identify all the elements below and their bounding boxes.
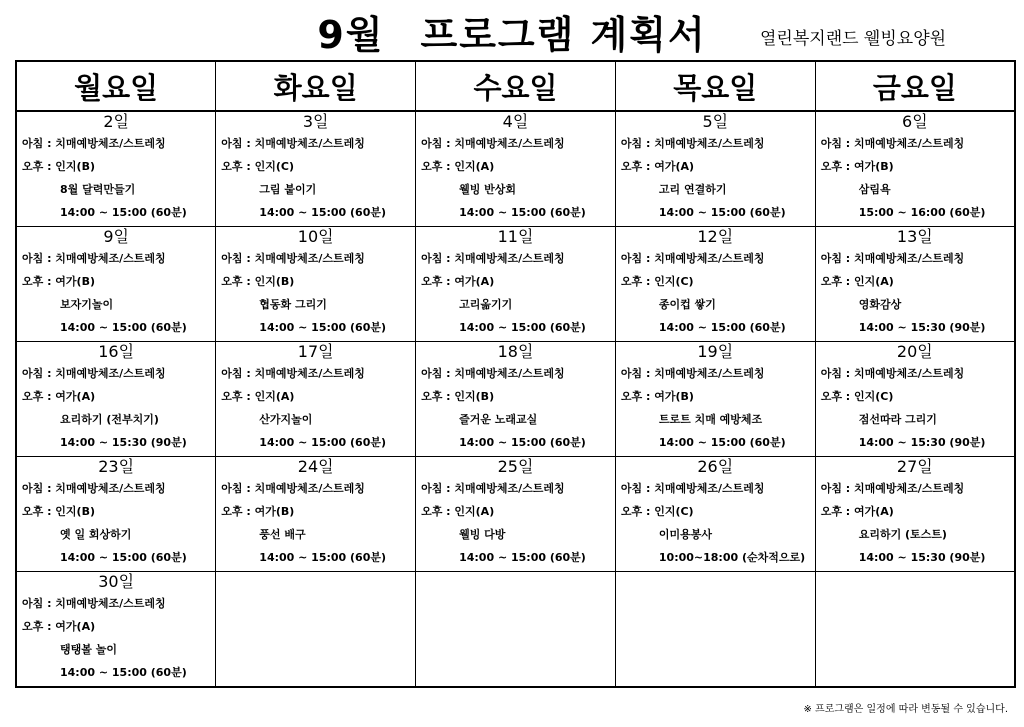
day-date: 4일	[502, 112, 529, 131]
afternoon-program: 오후 : 여가(A)	[421, 275, 495, 288]
weekday-header: 수요일	[416, 61, 616, 111]
activity-time: 14:00 ~ 15:00 (60분)	[658, 436, 786, 449]
day-date: 16일	[98, 342, 135, 361]
day-content	[216, 227, 415, 339]
morning-program: 아침 : 치매예방체조/스트레칭	[221, 482, 365, 495]
afternoon-program: 오후 : 인지(A)	[421, 505, 495, 518]
activity-name: 탱탱볼 놀이	[60, 643, 117, 656]
day-content	[17, 112, 215, 224]
morning-program: 아침 : 치매예방체조/스트레칭	[620, 482, 765, 495]
day-date: 18일	[497, 342, 534, 361]
day-content	[416, 227, 615, 339]
activity-name: 웰빙 다방	[459, 528, 506, 541]
title-text: 프로그램 계획서	[420, 13, 707, 57]
day-content	[616, 342, 815, 454]
morning-program: 아침 : 치매예방체조/스트레칭	[820, 482, 965, 495]
day-cell	[16, 227, 216, 342]
day-content	[17, 342, 215, 454]
morning-program: 아침 : 치매예방체조/스트레칭	[620, 252, 765, 265]
day-cell	[815, 342, 1015, 457]
activity-name: 보자기놀이	[60, 298, 114, 311]
morning-program: 아침 : 치매예방체조/스트레칭	[22, 367, 166, 380]
morning-program: 아침 : 치매예방체조/스트레칭	[421, 367, 565, 380]
morning-program: 아침 : 치매예방체조/스트레칭	[221, 367, 365, 380]
day-cell	[615, 457, 815, 572]
schedule-table	[15, 60, 1016, 688]
activity-name: 요리하기 (토스트)	[858, 528, 947, 541]
morning-program: 아침 : 치매예방체조/스트레칭	[620, 137, 765, 150]
activity-name: 8월 달력만들기	[60, 183, 136, 196]
activity-name: 웰빙 반상회	[459, 183, 517, 196]
day-cell	[216, 342, 416, 457]
day-cell	[815, 457, 1015, 572]
day-cell	[815, 572, 1015, 688]
day-cell	[16, 457, 216, 572]
activity-name: 고리 연결하기	[658, 183, 727, 196]
activity-time: 14:00 ~ 15:00 (60분)	[459, 436, 586, 449]
afternoon-program: 오후 : 인지(C)	[221, 160, 294, 173]
activity-time: 14:00 ~ 15:00 (60분)	[658, 206, 786, 219]
activity-time: 14:00 ~ 15:30 (90분)	[858, 551, 986, 564]
afternoon-program: 오후 : 인지(B)	[421, 390, 495, 403]
afternoon-program: 오후 : 인지(C)	[820, 390, 894, 403]
morning-program: 아침 : 치매예방체조/스트레칭	[421, 252, 565, 265]
day-content	[616, 112, 815, 224]
morning-program: 아침 : 치매예방체조/스트레칭	[421, 482, 565, 495]
day-content	[416, 112, 615, 224]
day-date: 19일	[697, 342, 734, 361]
morning-program: 아침 : 치매예방체조/스트레칭	[22, 252, 166, 265]
morning-program: 아침 : 치매예방체조/스트레칭	[820, 252, 965, 265]
day-date: 3일	[302, 112, 329, 131]
activity-time: 14:00 ~ 15:30 (90분)	[60, 436, 187, 449]
activity-name: 점선따라 그리기	[858, 413, 937, 426]
organization-name: 열린복지랜드 웰빙요양원	[760, 29, 947, 49]
day-cell	[216, 457, 416, 572]
day-date: 9일	[103, 227, 129, 246]
activity-time: 15:00 ~ 16:00 (60분)	[858, 206, 986, 219]
day-cell	[16, 111, 216, 227]
morning-program: 아침 : 치매예방체조/스트레칭	[820, 367, 965, 380]
day-cell	[815, 227, 1015, 342]
day-content	[17, 457, 215, 569]
activity-time: 10:00~18:00 (순차적으로)	[658, 551, 806, 564]
activity-name: 협동화 그리기	[259, 298, 327, 311]
morning-program: 아침 : 치매예방체조/스트레칭	[22, 482, 166, 495]
day-date: 2일	[103, 112, 129, 131]
day-cell	[416, 111, 616, 227]
morning-program: 아침 : 치매예방체조/스트레칭	[620, 367, 765, 380]
day-cell	[815, 111, 1015, 227]
week-row	[16, 342, 1015, 457]
afternoon-program: 오후 : 인지(B)	[22, 505, 96, 518]
week-row	[16, 572, 1015, 688]
morning-program: 아침 : 치매예방체조/스트레칭	[421, 137, 565, 150]
afternoon-program: 오후 : 여가(B)	[22, 275, 96, 288]
day-date: 10일	[297, 227, 334, 246]
activity-time: 14:00 ~ 15:30 (90분)	[858, 436, 986, 449]
activity-time: 14:00 ~ 15:00 (60분)	[459, 551, 586, 564]
day-content	[616, 227, 815, 339]
day-cell	[416, 572, 616, 688]
day-cell	[615, 111, 815, 227]
day-date: 24일	[297, 457, 334, 476]
activity-name: 영화감상	[858, 298, 902, 311]
day-date: 13일	[896, 227, 933, 246]
day-date: 6일	[902, 112, 928, 131]
activity-time: 14:00 ~ 15:00 (60분)	[60, 206, 187, 219]
day-cell	[416, 227, 616, 342]
activity-time: 14:00 ~ 15:00 (60분)	[459, 206, 586, 219]
activity-time: 14:00 ~ 15:00 (60분)	[60, 551, 187, 564]
day-content	[216, 457, 415, 569]
afternoon-program: 오후 : 인지(B)	[22, 160, 96, 173]
day-date: 23일	[98, 457, 135, 476]
weekday-header: 금요일	[815, 61, 1015, 111]
activity-name: 고리옮기기	[459, 298, 513, 311]
footnote: ※ 프로그램은 일정에 따라 변동될 수 있습니다.	[803, 704, 1008, 715]
activity-time: 14:00 ~ 15:00 (60분)	[259, 206, 387, 219]
afternoon-program: 오후 : 인지(B)	[221, 275, 295, 288]
afternoon-program: 오후 : 여가(A)	[620, 160, 695, 173]
day-content	[816, 457, 1014, 569]
day-date: 17일	[297, 342, 334, 361]
afternoon-program: 오후 : 인지(A)	[820, 275, 894, 288]
activity-time: 14:00 ~ 15:00 (60분)	[60, 666, 187, 679]
activity-name: 요리하기 (전부치기)	[60, 413, 159, 426]
day-cell	[416, 342, 616, 457]
week-row	[16, 111, 1015, 227]
activity-time: 14:00 ~ 15:00 (60분)	[259, 321, 387, 334]
day-date: 25일	[497, 457, 534, 476]
weekday-header: 월요일	[16, 61, 216, 111]
day-content	[816, 227, 1014, 339]
afternoon-program: 오후 : 여가(B)	[620, 390, 694, 403]
afternoon-program: 오후 : 인지(A)	[221, 390, 295, 403]
day-content	[816, 112, 1014, 224]
afternoon-program: 오후 : 여가(A)	[22, 620, 96, 633]
activity-time: 14:00 ~ 15:00 (60분)	[259, 551, 387, 564]
day-content	[816, 342, 1014, 454]
day-cell	[416, 457, 616, 572]
day-cell	[16, 342, 216, 457]
activity-time: 14:00 ~ 15:00 (60분)	[459, 321, 586, 334]
activity-name: 풍선 배구	[259, 528, 306, 541]
day-cell	[615, 342, 815, 457]
morning-program: 아침 : 치매예방체조/스트레칭	[22, 137, 166, 150]
morning-program: 아침 : 치매예방체조/스트레칭	[22, 597, 166, 610]
afternoon-program: 오후 : 여가(B)	[820, 160, 894, 173]
day-date: 5일	[702, 112, 729, 131]
day-cell	[216, 227, 416, 342]
afternoon-program: 오후 : 여가(A)	[820, 505, 894, 518]
afternoon-program: 오후 : 인지(C)	[620, 505, 694, 518]
day-cell	[16, 572, 216, 688]
activity-name: 그림 붙이기	[259, 183, 317, 196]
morning-program: 아침 : 치매예방체조/스트레칭	[221, 137, 365, 150]
weekday-header: 화요일	[216, 61, 416, 111]
day-cell	[615, 572, 815, 688]
day-content	[17, 572, 215, 684]
afternoon-program: 오후 : 인지(C)	[620, 275, 694, 288]
activity-time: 14:00 ~ 15:00 (60분)	[60, 321, 187, 334]
activity-name: 즐거운 노래교실	[459, 413, 538, 426]
afternoon-program: 오후 : 여가(A)	[22, 390, 96, 403]
day-date: 11일	[497, 227, 534, 246]
day-cell	[216, 572, 416, 688]
activity-time: 14:00 ~ 15:30 (90분)	[858, 321, 986, 334]
day-date: 27일	[896, 457, 933, 476]
title-month: 9월	[317, 13, 385, 57]
afternoon-program: 오후 : 인지(A)	[421, 160, 495, 173]
day-cell	[615, 227, 815, 342]
morning-program: 아침 : 치매예방체조/스트레칭	[221, 252, 365, 265]
activity-name: 종이컵 쌓기	[658, 298, 716, 311]
activity-name: 삼림욕	[858, 183, 891, 196]
week-row	[16, 457, 1015, 572]
activity-time: 14:00 ~ 15:00 (60분)	[259, 436, 387, 449]
day-date: 30일	[98, 572, 135, 591]
activity-name: 옛 일 회상하기	[60, 528, 132, 541]
day-content	[616, 457, 815, 569]
day-content	[416, 342, 615, 454]
activity-name: 이미용봉사	[658, 528, 713, 541]
morning-program: 아침 : 치매예방체조/스트레칭	[820, 137, 965, 150]
day-date: 12일	[697, 227, 734, 246]
weekday-header: 목요일	[615, 61, 815, 111]
day-content	[216, 342, 415, 454]
activity-name: 트로트 치매 예방체조	[658, 413, 763, 426]
day-cell	[216, 111, 416, 227]
day-content	[416, 457, 615, 569]
afternoon-program: 오후 : 여가(B)	[221, 505, 295, 518]
week-row	[16, 227, 1015, 342]
day-content	[216, 112, 415, 224]
day-date: 20일	[896, 342, 933, 361]
activity-name: 산가지놀이	[259, 413, 313, 426]
activity-time: 14:00 ~ 15:00 (60분)	[658, 321, 786, 334]
weekday-header-row	[16, 61, 1015, 111]
day-content	[17, 227, 215, 339]
day-date: 26일	[697, 457, 734, 476]
